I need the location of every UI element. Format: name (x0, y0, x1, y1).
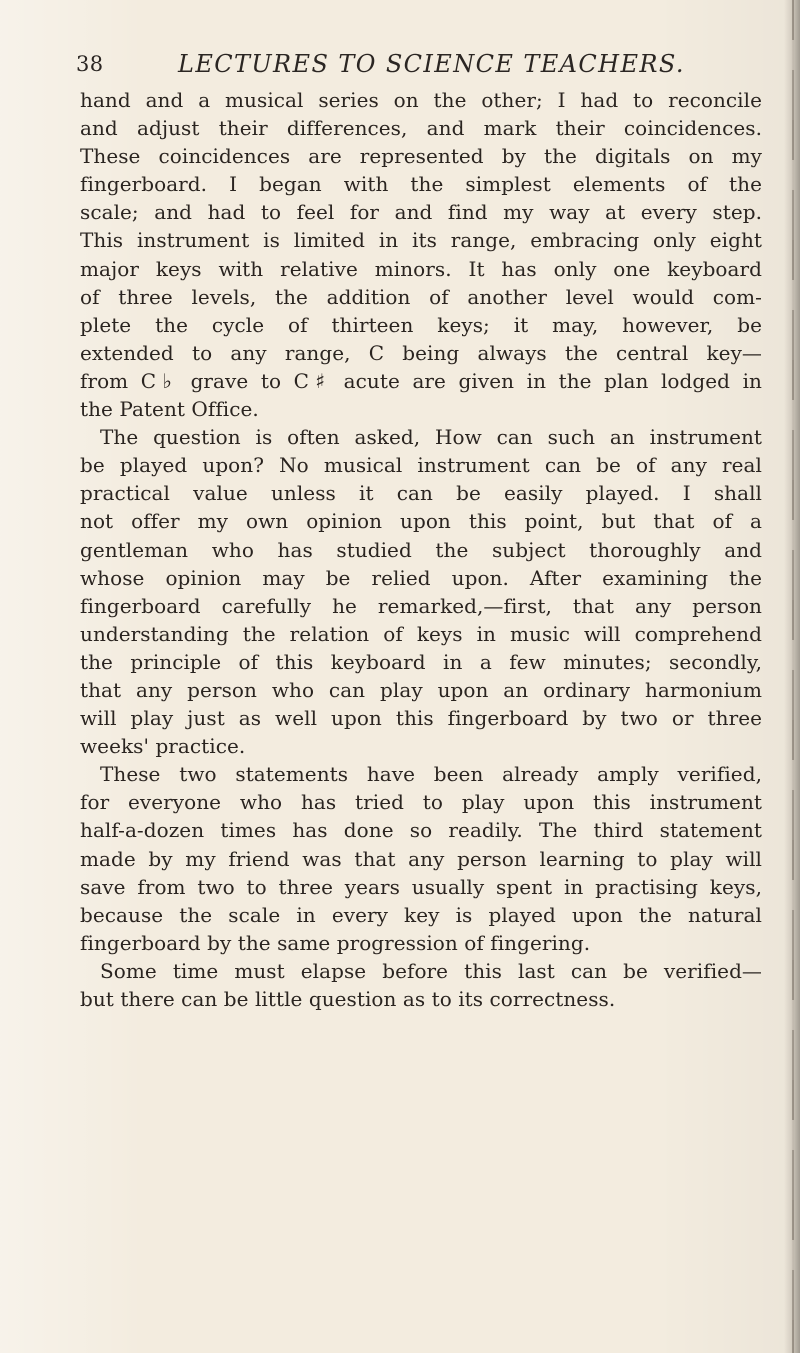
text-line: fingerboard. I began with the simplest elements of the (80, 172, 762, 197)
page-header (76, 52, 740, 84)
text-line: for everyone who has tried to play upon this instrument (80, 790, 762, 815)
text-line: practical value unless it can be easily played. I shall (80, 481, 762, 506)
text-line: not offer my own opinion upon this point, but that of a (80, 509, 762, 534)
page-number: 38 (76, 52, 104, 76)
running-title: LECTURES TO SCIENCE TEACHERS. (178, 50, 685, 78)
text-line: save from two to three years usually spent in practising keys, (80, 874, 762, 899)
text-line: whose opinion may be relied upon. After examining the (80, 565, 762, 590)
text-line: be played upon? No musical instrument can be of any real (80, 453, 762, 478)
text-line: major keys with relative minors. It has only one keyboard (80, 256, 762, 281)
text-line: because the scale in every key is played upon the natural (80, 902, 762, 927)
text-line: gentleman who has studied the subject thoroughly and (80, 537, 762, 562)
text-line: hand and a musical series on the other; I had to reconcile (80, 88, 762, 112)
text-line: of three levels, the addition of another level would com- (80, 284, 762, 309)
text-line: The question is often asked, How can such an instrument (100, 425, 762, 450)
text-line: and adjust their differences, and mark their coincidences. (80, 116, 762, 141)
text-line: This instrument is limited in its range, embracing only eight (80, 228, 762, 253)
body-text (80, 86, 762, 1013)
text-line: weeks' practice. (80, 734, 246, 759)
text-line: from C♭ grave to C♯ acute are given in the plan lodged in (80, 368, 762, 393)
text-line: but there can be little question as to its correctness. (80, 987, 616, 1011)
text-line: will play just as well upon this fingerboard by two or three (80, 706, 762, 731)
text-line: fingerboard carefully he remarked,—first, that any person (80, 593, 762, 618)
text-line: scale; and had to feel for and find my way at every step. (80, 200, 762, 225)
text-line: understanding the relation of keys in music will comprehend (80, 621, 762, 646)
text-line: the principle of this keyboard in a few minutes; secondly, (80, 649, 762, 674)
text-line: plete the cycle of thirteen keys; it may, however, be (80, 312, 762, 337)
page-edge-shadow (784, 0, 800, 1353)
text-line: made by my friend was that any person learning to play will (80, 846, 762, 871)
text-line: These coincidences are represented by the digitals on my (80, 144, 762, 169)
text-line: These two statements have been already amply verified, (100, 762, 762, 787)
text-line: the Patent Office. (80, 397, 259, 422)
text-line: half-a-dozen times has done so readily. The third statement (80, 818, 762, 843)
text-line: that any person who can play upon an ordinary harmonium (80, 677, 762, 702)
text-line: fingerboard by the same progression of fingering. (80, 930, 591, 955)
text-line: Some time must elapse before this last can be verified— (100, 958, 762, 983)
text-line: extended to any range, C being always the central key— (80, 340, 762, 365)
